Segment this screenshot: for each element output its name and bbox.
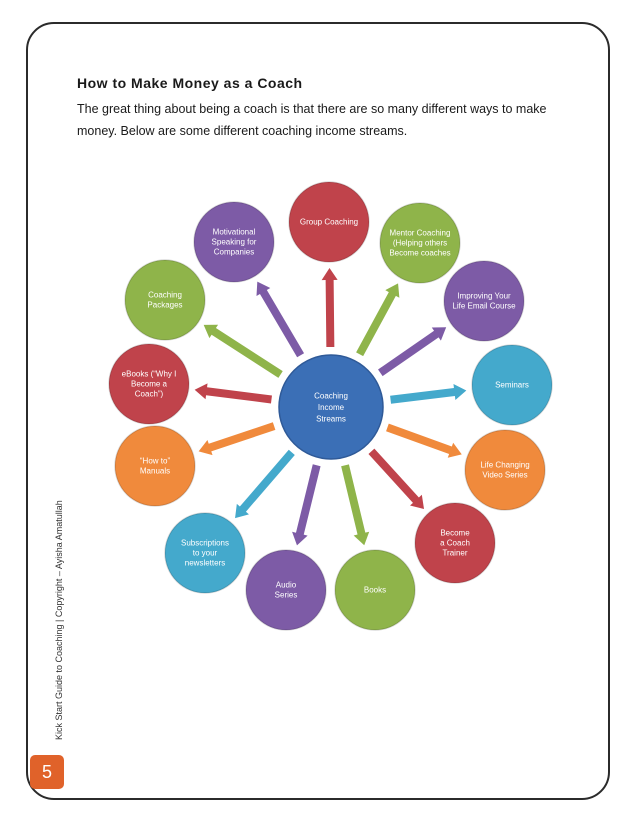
arrow [199, 318, 285, 381]
income-stream-label: Group Coaching [299, 217, 359, 227]
page-number-badge: 5 [30, 755, 64, 789]
income-stream-label: Improving Your Life Email Course [452, 291, 516, 311]
center-node-label: Coaching Income Streams [314, 391, 348, 424]
arrow [385, 420, 465, 462]
income-stream-node [472, 345, 552, 425]
side-footer-text: Kick Start Guide to Coaching | Copyright – Ayisha Amatullah [54, 500, 64, 740]
arrow [196, 418, 277, 458]
income-stream-node [125, 260, 205, 340]
income-stream-label: eBooks (“Why I Become a Coach”) [121, 369, 177, 399]
income-stream-node [246, 550, 326, 630]
page-title: How to Make Money as a Coach [77, 75, 303, 91]
intro-paragraph: The great thing about being a coach is that there are so many different ways to make money. Below are some different coaching income streams. [77, 102, 547, 138]
arrow [366, 446, 430, 514]
arrow [321, 268, 338, 347]
arrow [194, 382, 273, 408]
arrow [376, 321, 451, 380]
center-node [279, 355, 383, 459]
income-stream-label: Audio Series [274, 580, 298, 600]
income-stream-node [335, 550, 415, 630]
arrow [337, 463, 372, 547]
income-stream-node [465, 430, 545, 510]
arrow [250, 278, 307, 360]
income-stream-node [289, 182, 369, 262]
arrow [390, 383, 468, 408]
income-stream-label: Mentor Coaching (Helping others Become coaches [389, 228, 451, 258]
income-stream-node [165, 513, 245, 593]
income-stream-label: Subscriptions to your newsletters [180, 538, 230, 568]
income-stream-node [444, 261, 524, 341]
income-stream-label: Life Changing Video Series [480, 460, 530, 480]
income-stream-node [194, 202, 274, 282]
income-stream-node [115, 426, 195, 506]
income-stream-label: Coaching Packages [147, 290, 183, 310]
arrow [289, 463, 324, 547]
income-stream-label: Motivational Speaking for Companies [211, 227, 257, 257]
income-stream-label: Books [363, 585, 387, 595]
income-stream-node [415, 503, 495, 583]
arrow [229, 447, 298, 523]
arrow [353, 280, 406, 358]
income-stream-node [380, 203, 460, 283]
income-stream-label: Become a Coach Trainer [440, 528, 470, 558]
income-stream-label: “How to” Manuals [139, 456, 171, 476]
income-stream-label: Seminars [495, 380, 529, 390]
income-stream-node [109, 344, 189, 424]
